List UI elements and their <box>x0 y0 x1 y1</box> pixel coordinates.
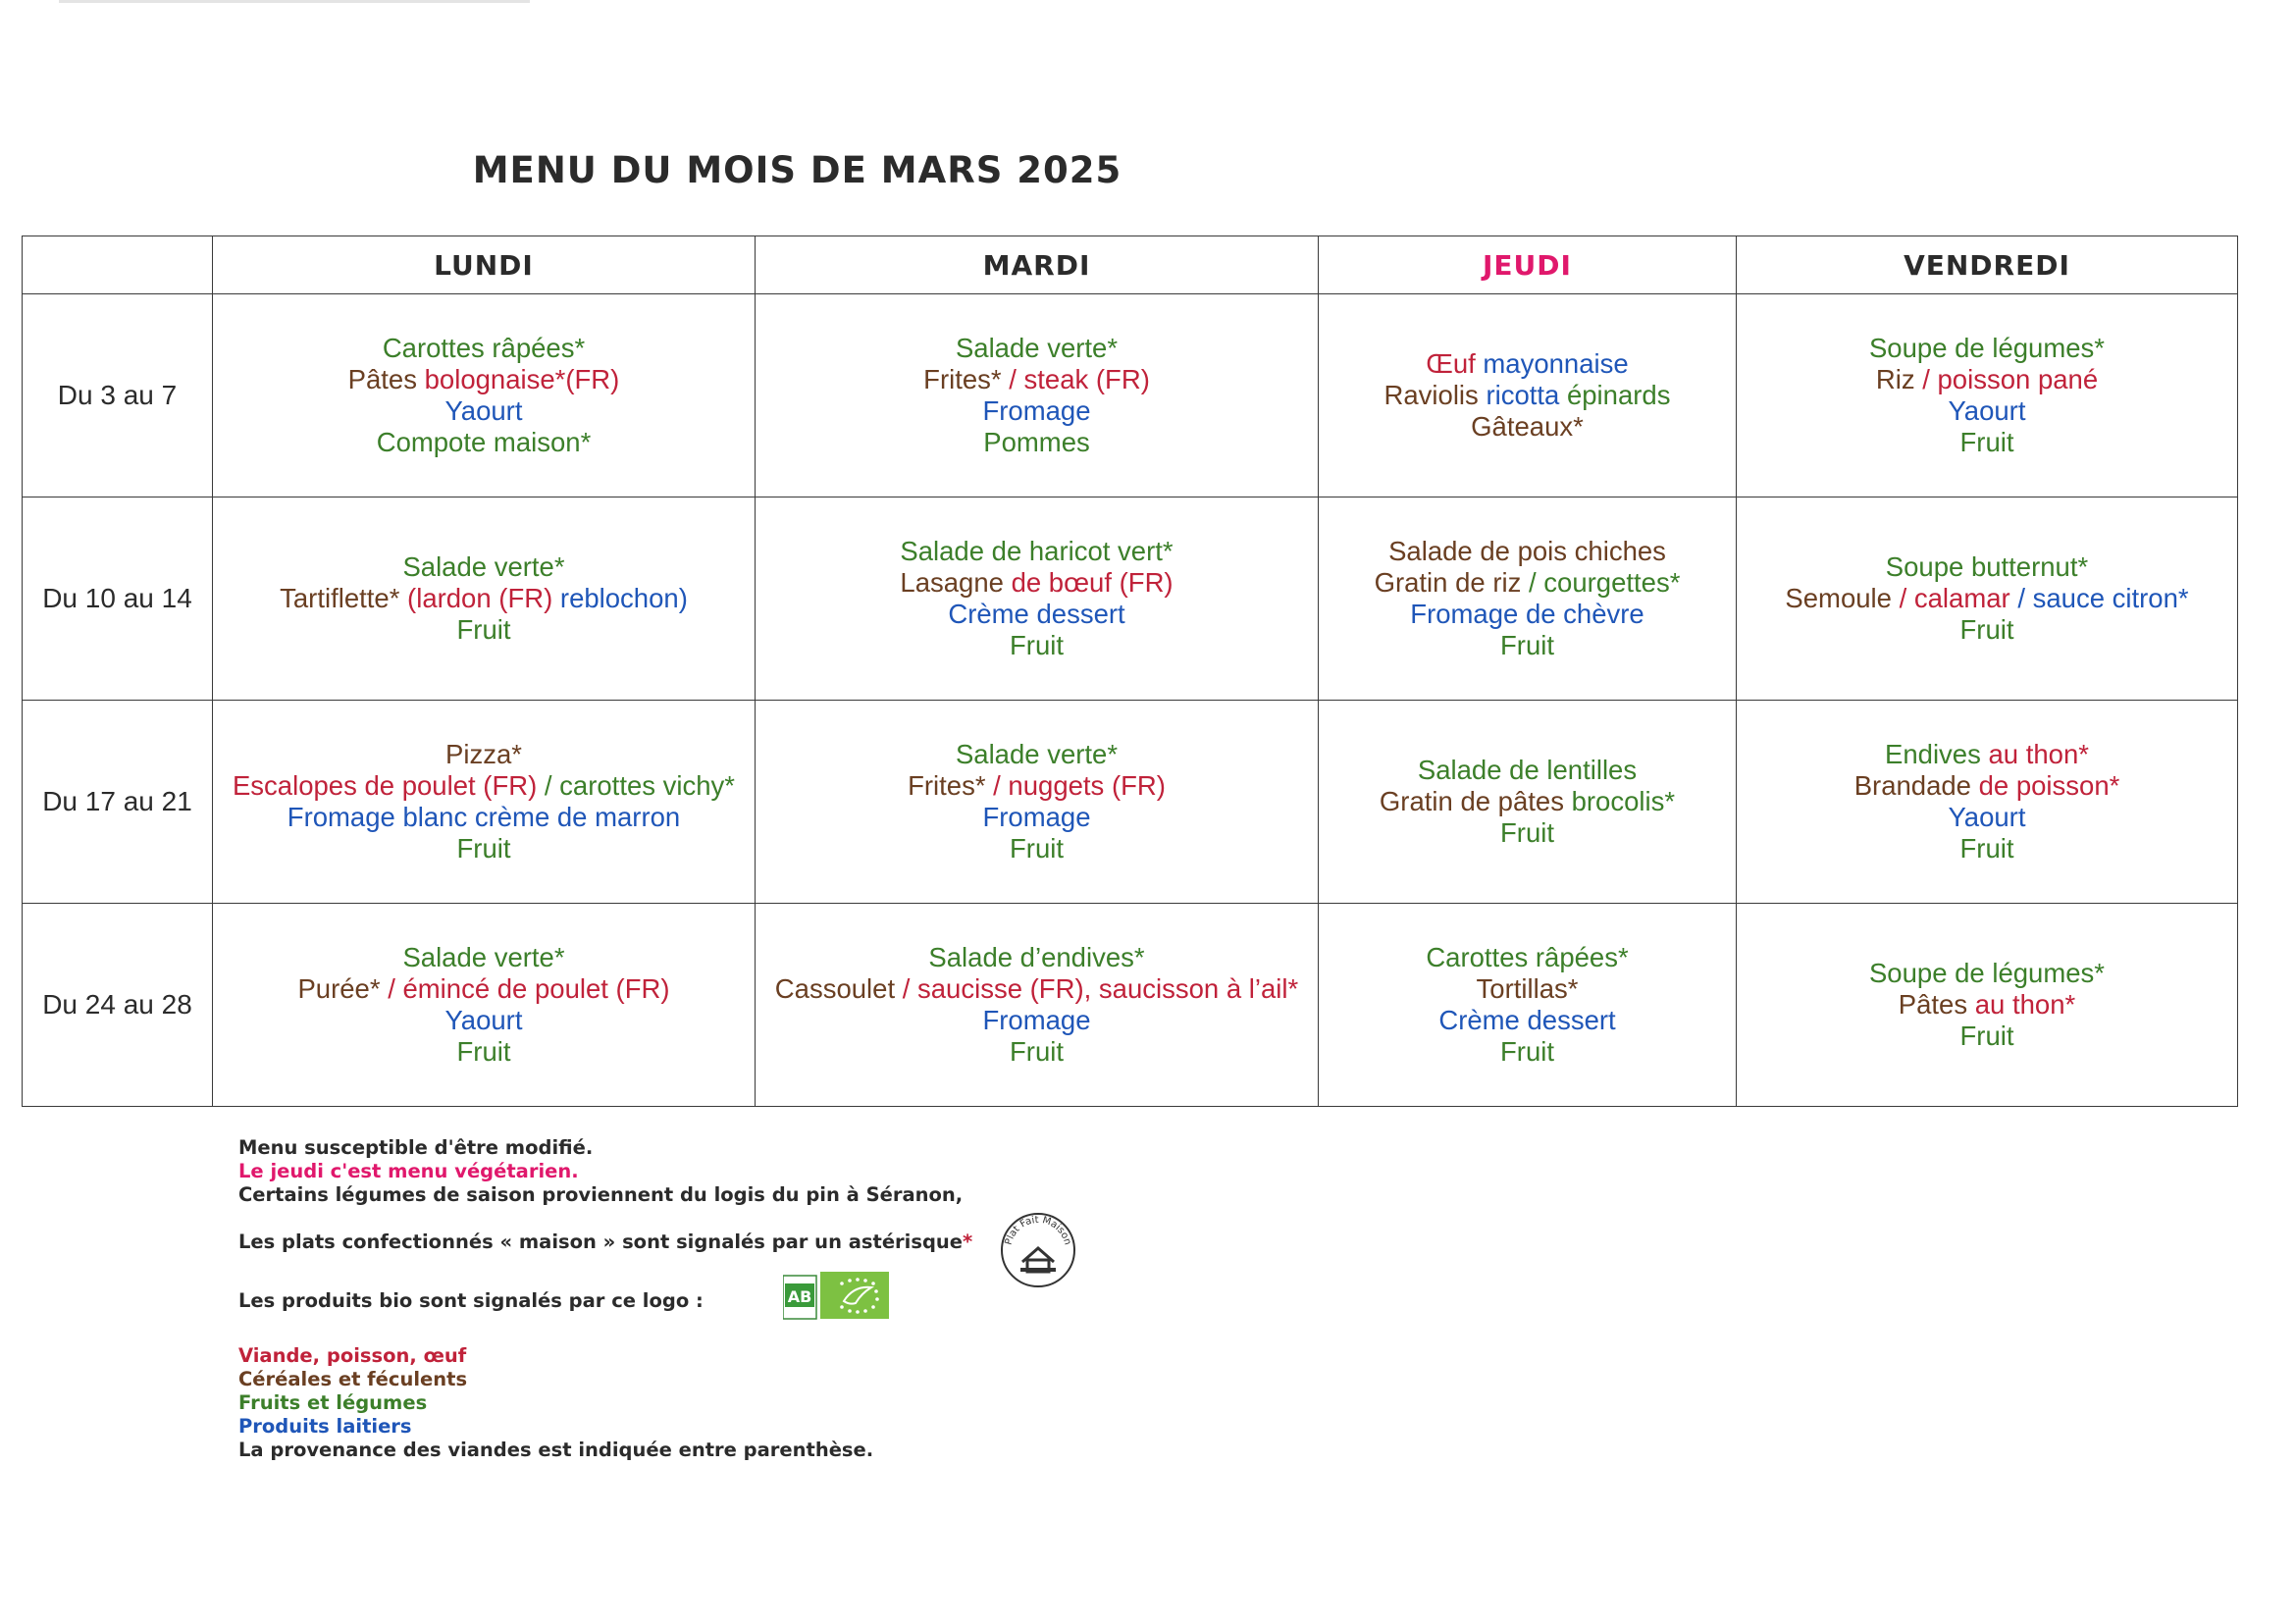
menu-line <box>1320 786 1735 817</box>
menu-item-viande: Œuf <box>1426 348 1484 379</box>
menu-item-fruit: Salade de lentilles <box>1417 755 1638 785</box>
note-legumes: Certains légumes de saison proviennent du logis du pin à Séranon, <box>238 1183 964 1206</box>
menu-item-fruit: / courgettes* <box>1529 567 1681 598</box>
menu-item-cereale: Purée* <box>297 973 389 1004</box>
menu-item-cereale: Gâteaux* <box>1471 411 1584 442</box>
menu-item-viande: / saucisse (FR), saucisson à l’ail* <box>902 973 1299 1004</box>
menu-cell <box>756 904 1319 1107</box>
menu-item-viande: / poisson pané <box>1922 364 2099 394</box>
menu-item-fruit: Fruit <box>456 1036 511 1067</box>
menu-line <box>1320 536 1735 567</box>
menu-item-fruit: Carottes râpées* <box>382 333 586 363</box>
menu-line <box>1320 348 1735 380</box>
menu-item-lait: Fromage de chèvre <box>1410 599 1644 629</box>
menu-item-fruit: Fruit <box>1010 833 1064 864</box>
menu-item-lait: Crème dessert <box>948 599 1125 629</box>
menu-line <box>1738 333 2236 364</box>
menu-item-lait: Yaourt <box>444 1005 523 1035</box>
menu-cell <box>213 497 756 701</box>
menu-line <box>214 1036 754 1068</box>
menu-item-fruit: Fruit <box>456 614 511 645</box>
header-day-2: MARDI <box>756 236 1319 294</box>
menu-item-fruit: Salade verte* <box>402 551 565 582</box>
menu-item-fruit: Soupe de légumes* <box>1868 958 2106 988</box>
menu-cell <box>1319 294 1737 497</box>
menu-item-lait: reblochon) <box>559 583 688 613</box>
menu-item-fruit: Fruit <box>1010 630 1064 660</box>
menu-line <box>214 770 754 802</box>
menu-item-fruit: Soupe de légumes* <box>1868 333 2106 363</box>
note-maison-text: Les plats confectionnés « maison » sont signalés par un astérisque <box>238 1230 964 1253</box>
menu-line <box>757 1036 1317 1068</box>
menu-line <box>1320 1005 1735 1036</box>
menu-line <box>1738 833 2236 864</box>
menu-line <box>214 739 754 770</box>
menu-line <box>757 364 1317 395</box>
menu-item-lait: mayonnaise <box>1483 348 1629 379</box>
menu-item-fruit: Soupe butternut* <box>1885 551 2089 582</box>
menu-item-fruit: Carottes râpées* <box>1426 942 1629 972</box>
fait-maison-logo-icon <box>999 1211 1077 1289</box>
menu-line <box>1320 567 1735 599</box>
menu-item-cereale: Semoule <box>1785 583 1900 613</box>
week-label: Du 17 au 21 <box>23 701 213 904</box>
menu-line <box>1738 551 2236 583</box>
menu-line <box>1738 739 2236 770</box>
menu-line <box>1320 630 1735 661</box>
menu-item-lait: Fromage <box>982 802 1091 832</box>
menu-line <box>214 833 754 864</box>
menu-item-cereale: Gratin de pâtes <box>1379 786 1572 816</box>
menu-item-fruit: / carottes vichy* <box>544 770 736 801</box>
menu-line <box>1320 380 1735 411</box>
menu-line <box>757 973 1317 1005</box>
menu-item-fruit: Pommes <box>983 427 1090 457</box>
menu-item-lait: / sauce citron* <box>2017 583 2189 613</box>
legend-viande: Viande, poisson, œuf <box>238 1344 467 1367</box>
menu-line <box>1320 755 1735 786</box>
menu-item-lait: Crème dessert <box>1438 1005 1616 1035</box>
menu-line <box>757 630 1317 661</box>
menu-line <box>1738 958 2236 989</box>
menu-line <box>1320 942 1735 973</box>
menu-item-cereale: Gratin de riz <box>1374 567 1529 598</box>
menu-cell <box>213 294 756 497</box>
menu-item-fruit: Fruit <box>456 833 511 864</box>
header-row <box>23 236 2238 294</box>
menu-item-cereale: Tartiflette* <box>280 583 408 613</box>
menu-line <box>757 333 1317 364</box>
menu-cell <box>756 497 1319 701</box>
menu-item-cereale: Frites* <box>923 364 1010 394</box>
menu-item-viande: de bœuf (FR) <box>1011 567 1174 598</box>
menu-item-viande: / steak (FR) <box>1009 364 1150 394</box>
header-day-4: VENDREDI <box>1737 236 2238 294</box>
menu-cell <box>1737 294 2238 497</box>
menu-item-lait: ricotta <box>1486 380 1567 410</box>
menu-item-viande: / émincé de poulet (FR) <box>388 973 670 1004</box>
note-bio: Les produits bio sont signalés par ce logo : <box>238 1289 704 1312</box>
menu-line <box>214 395 754 427</box>
menu-item-viande: / calamar <box>1899 583 2018 613</box>
menu-line <box>1320 1036 1735 1068</box>
bio-ab-logo-icon <box>783 1272 889 1321</box>
menu-item-fruit: Salade de haricot vert* <box>900 536 1174 566</box>
menu-line <box>214 1005 754 1036</box>
menu-item-fruit: Fruit <box>1959 427 2014 457</box>
menu-line <box>214 614 754 646</box>
menu-item-lait: Yaourt <box>1948 395 2026 426</box>
menu-line <box>757 567 1317 599</box>
menu-line <box>214 364 754 395</box>
menu-line <box>1738 427 2236 458</box>
legend-fruit: Fruits et légumes <box>238 1391 428 1414</box>
menu-item-viande: au thon* <box>1974 989 2076 1020</box>
menu-table <box>22 236 2238 1107</box>
menu-item-fruit: Fruit <box>1010 1036 1064 1067</box>
fait-maison-text: Plat Fait Maison <box>1003 1214 1073 1247</box>
menu-line <box>757 739 1317 770</box>
menu-cell <box>1737 701 2238 904</box>
menu-item-fruit: Fruit <box>1959 1021 2014 1051</box>
menu-line <box>757 802 1317 833</box>
menu-line <box>757 599 1317 630</box>
menu-line <box>1320 973 1735 1005</box>
menu-item-fruit: Salade verte* <box>402 942 565 972</box>
menu-item-cereale: Pâtes <box>347 364 425 394</box>
menu-line <box>757 942 1317 973</box>
menu-line <box>1738 802 2236 833</box>
menu-item-fruit: brocolis* <box>1571 786 1676 816</box>
menu-item-fruit: Compote maison* <box>376 427 592 457</box>
note-maison <box>238 1230 972 1254</box>
menu-cell <box>213 701 756 904</box>
week-label: Du 10 au 14 <box>23 497 213 701</box>
menu-line <box>1738 583 2236 614</box>
header-day-3: JEUDI <box>1319 236 1737 294</box>
week-label: Du 24 au 28 <box>23 904 213 1107</box>
menu-line <box>1738 395 2236 427</box>
menu-item-viande: bolognaise*(FR) <box>424 364 620 394</box>
menu-cell <box>1737 904 2238 1107</box>
menu-item-lait: Fromage <box>982 395 1091 426</box>
menu-line <box>214 551 754 583</box>
menu-item-fruit: épinards <box>1566 380 1671 410</box>
menu-item-viande: Escalopes de poulet (FR) <box>232 770 545 801</box>
week-row <box>23 294 2238 497</box>
menu-line <box>1738 364 2236 395</box>
legend-cereale: Céréales et féculents <box>238 1368 468 1390</box>
menu-line <box>757 770 1317 802</box>
header-corner <box>23 236 213 294</box>
menu-item-lait: Yaourt <box>1948 802 2026 832</box>
menu-item-cereale: Raviolis <box>1383 380 1487 410</box>
menu-cell <box>1737 497 2238 701</box>
menu-item-cereale: Riz <box>1875 364 1923 394</box>
menu-cell <box>756 701 1319 904</box>
menu-line <box>757 833 1317 864</box>
menu-item-fruit: Fruit <box>1500 1036 1554 1067</box>
menu-item-viande: de poisson* <box>1978 770 2120 801</box>
menu-item-viande: au thon* <box>1988 739 2089 769</box>
menu-cell <box>1319 701 1737 904</box>
menu-line <box>757 395 1317 427</box>
note-modifiable: Menu susceptible d'être modifié. <box>238 1136 594 1159</box>
menu-line <box>214 942 754 973</box>
menu-item-fruit: Fruit <box>1500 817 1554 848</box>
menu-cell <box>213 904 756 1107</box>
menu-line <box>214 973 754 1005</box>
menu-item-cereale: Pizza* <box>445 739 522 769</box>
legend-lait: Produits laitiers <box>238 1415 412 1438</box>
menu-cell <box>756 294 1319 497</box>
menu-item-fruit: Fruit <box>1959 833 2014 864</box>
menu-item-cereale: Tortillas* <box>1476 973 1579 1004</box>
menu-line <box>1320 817 1735 849</box>
menu-item-fruit: Fruit <box>1959 614 2014 645</box>
menu-line <box>1738 1021 2236 1052</box>
menu-item-fruit: Fruit <box>1500 630 1554 660</box>
menu-item-lait: Yaourt <box>444 395 523 426</box>
menu-item-viande: (lardon (FR) <box>407 583 560 613</box>
menu-body <box>23 294 2238 1107</box>
menu-line <box>1738 989 2236 1021</box>
menu-item-fruit: Endives <box>1885 739 1989 769</box>
menu-line <box>757 427 1317 458</box>
menu-item-fruit: Salade d’endives* <box>928 942 1145 972</box>
menu-line <box>1738 614 2236 646</box>
menu-item-viande: / nuggets (FR) <box>993 770 1166 801</box>
menu-line <box>757 536 1317 567</box>
menu-item-lait: Fromage <box>982 1005 1091 1035</box>
page-title: MENU DU MOIS DE MARS 2025 <box>472 149 1122 191</box>
menu-cell <box>1319 904 1737 1107</box>
menu-item-cereale: Salade de pois chiches <box>1388 536 1666 566</box>
menu-line <box>757 1005 1317 1036</box>
menu-line <box>214 333 754 364</box>
menu-line <box>1738 770 2236 802</box>
header-day-1: LUNDI <box>213 236 756 294</box>
menu-item-cereale: Frites* <box>908 770 994 801</box>
note-vegetarien: Le jeudi c'est menu végétarien. <box>238 1160 579 1182</box>
menu-item-fruit: Salade verte* <box>955 739 1119 769</box>
note-provenance: La provenance des viandes est indiquée entre parenthèse. <box>238 1439 874 1461</box>
menu-line <box>214 583 754 614</box>
menu-item-lait: Fromage blanc crème de marron <box>287 802 681 832</box>
scan-artifact <box>59 0 530 3</box>
ab-logo-text: AB <box>787 1287 812 1306</box>
asterisk-mark: * <box>963 1230 973 1253</box>
menu-item-cereale: Pâtes <box>1898 989 1975 1020</box>
week-label: Du 3 au 7 <box>23 294 213 497</box>
menu-line <box>1320 411 1735 443</box>
week-row <box>23 904 2238 1107</box>
menu-line <box>1320 599 1735 630</box>
menu-line <box>214 427 754 458</box>
menu-item-cereale: Lasagne <box>900 567 1012 598</box>
week-row <box>23 497 2238 701</box>
menu-item-cereale: Cassoulet <box>774 973 903 1004</box>
menu-line <box>214 802 754 833</box>
week-row <box>23 701 2238 904</box>
menu-item-cereale: Brandade <box>1853 770 1979 801</box>
menu-cell <box>1319 497 1737 701</box>
menu-item-fruit: Salade verte* <box>955 333 1119 363</box>
